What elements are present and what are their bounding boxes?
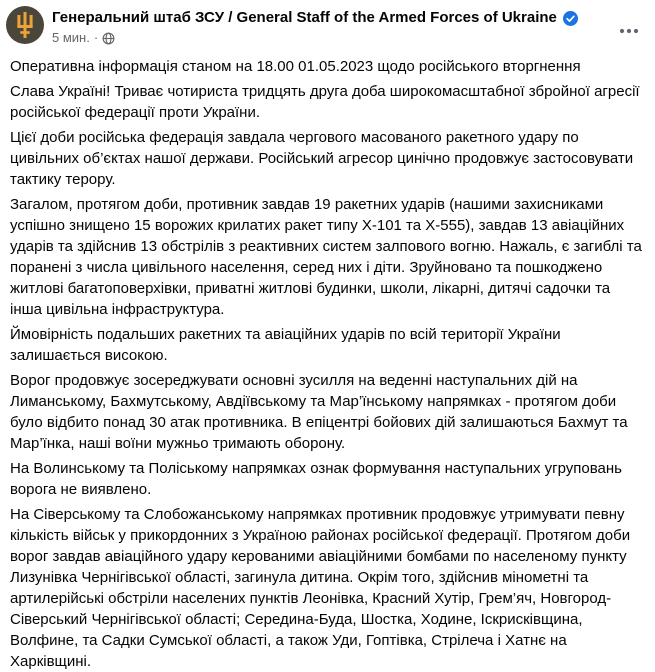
- page-name-link[interactable]: Генеральний штаб ЗСУ / General Staff of the Armed Forces of Ukraine: [52, 9, 557, 26]
- post-paragraph: На Сіверському та Слобожанському напрямках противник продовжує утримувати певну кількість військ у прикордонних з Україною районах російської федерації. Протягом доби ворог завдав авіаційного удару керованими авіаційними бомбами по населеному пункту Лизунівка Чернігівської області, загинула дитина. Окрім того, здійснив мінометні та артилерійські обстріли населених пунктів Леонівка, Красний Хутір, Грем’яч, Новгород-Сіверський Чернігівської області; Середина-Буда, Шостка, Ходине, Іскрисківщина, Волфине, та Садки Сумської області, а також Уди, Гоптівка, Стрілеча і Хатнє на Харківщині.: [10, 506, 631, 670]
- trident-icon: [14, 12, 36, 38]
- post-options-button[interactable]: [613, 20, 645, 42]
- globe-icon: [102, 32, 115, 45]
- post-timestamp[interactable]: 5 мин.: [52, 30, 90, 45]
- post-header-info: [52, 6, 578, 46]
- verified-badge-icon: [563, 11, 578, 26]
- page-name-row: [52, 8, 578, 28]
- post-meta-row: [52, 30, 578, 46]
- post-paragraph: Слава Україні! Триває чотириста тридцять друга доба широкомасштабної збройної агресії російської федерації проти України.: [10, 83, 640, 121]
- three-dots-icon: [619, 28, 639, 34]
- post-body: [0, 46, 655, 672]
- post-paragraph: Цієї доби російська федерація завдала чергового масованого ракетного удару по цивільних об’єктах нашої держави. Російський агресор цинічно продовжує застосовувати тактику терору.: [10, 129, 634, 188]
- page-avatar[interactable]: [6, 6, 44, 44]
- post-paragraph: Ворог продовжує зосереджувати основні зусилля на веденні наступальних дій на Лиманському, Бахмутському, Авдіївському та Мар’їнському напрямках - протягом доби було відбито понад 30 атак противника. В епіцентрі бойових дій залишаються Бахмут та Мар’їнка, наші воїни мужньо тримають оборону.: [10, 372, 628, 452]
- post-paragraph: На Волинському та Поліському напрямках ознак формування наступальних угруповань ворога не виявлено.: [10, 460, 622, 498]
- meta-separator: ·: [93, 30, 99, 45]
- post-paragraph: Загалом, протягом доби, противник завдав 19 ракетних ударів (нашими захисниками успішно знищено 15 ворожих крилатих ракет типу Х-101 та Х-555), завдав 13 авіаційних ударів та здійснив 13 обстрілів з реактивних систем залпового вогню. Нажаль, є загиблі та поранені з числа цивільного населення, серед них і діти. Зруйновано та пошкоджено житлові багатоповерхівки, приватні житлові будинки, школи, лікарні, дитячі садочки та інша цивільна інфраструктура.: [10, 196, 642, 318]
- post-header: [0, 0, 655, 46]
- post-paragraph: Ймовірність подальших ракетних та авіаційних ударів по всій території України залишається високою.: [10, 326, 561, 364]
- post-paragraph: Оперативна інформація станом на 18.00 01.05.2023 щодо російського вторгнення: [10, 58, 581, 75]
